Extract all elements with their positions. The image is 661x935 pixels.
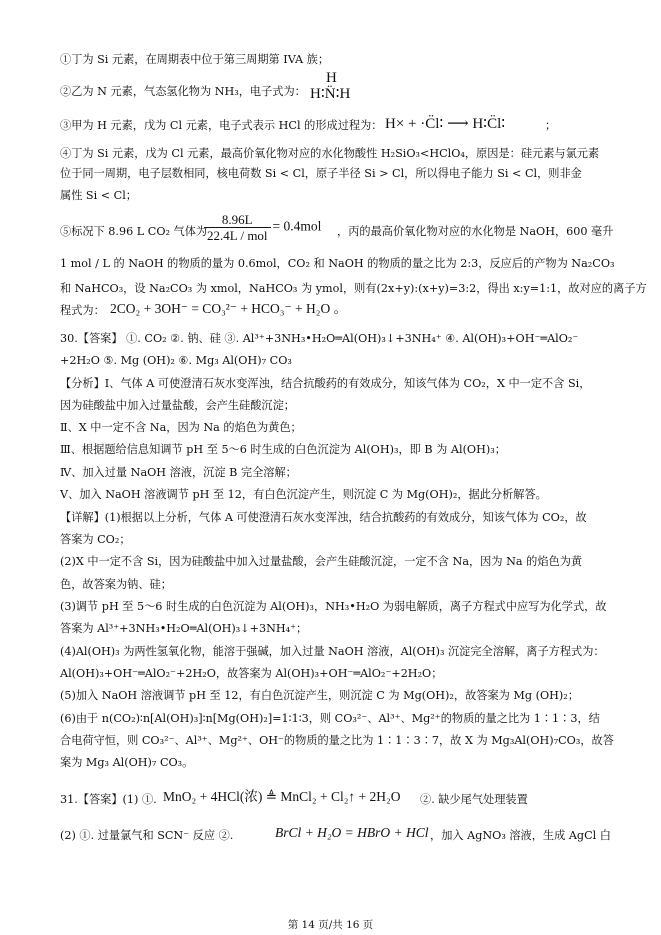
text-line: +2H₂O ⑤. Mg (OH)₂ ⑥. Mg₃ Al(OH)₇ CO₃ [60, 354, 292, 367]
text-line: 属性 Si < Cl； [60, 189, 137, 202]
text-line: 合电荷守恒，则 CO₃²⁻、Al³⁺、Mg²⁺、OH⁻的物质的量之比为 1∶1∶3∶7，故 X 为 Mg₃Al(OH)₇CO₃，故答 [60, 734, 614, 747]
text-line: ④丁为 Si 元素，戊为 Cl 元素，最高价氧化物对应的水化物酸性 H₂SiO₃<HClO₄，原因是：硅元素与氯元素 [60, 147, 600, 160]
ionic-equation: 2CO₂ + 3OH⁻ = CO₃²⁻ + HCO₃⁻ + H₂O 。 [110, 301, 348, 316]
page-footer: 第 14 页/共 16 页 [287, 919, 374, 931]
text-line: 色，故答案为钠、硅； [60, 578, 172, 591]
text-line: 31.【答案】(1) ①. [60, 793, 157, 806]
text-line: ②. 缺少尾气处理装置 [420, 793, 528, 806]
text-line: (6)由于 n(CO₂)∶n[Al(OH)₃]∶n[Mg(OH)₂]=1∶1∶3，则 CO₃²⁻、Al³⁺、Mg²⁺的物质的量之比为 1∶1∶3，结 [60, 712, 600, 725]
text-line: ①丁为 Si 元素，在周期表中位于第三周期第 IVA 族； [60, 53, 330, 66]
brcl-equation: BrCl + H₂O = HBrO + HCl [275, 825, 429, 840]
text-line: 1 mol / L 的 NaOH 的物质的量为 0.6mol，CO₂ 和 NaOH 的物质的量之比为 2:3，反应后的产物为 Na₂CO₃ [60, 257, 615, 270]
fraction-result: = 0.4mol [272, 218, 322, 234]
text-line: Ⅱ、X 中一定不含 Na，因为 Na 的焰色为黄色； [60, 421, 302, 434]
text-line: (4)Al(OH)₃ 为两性氢氧化物，能溶于强碱，加入过量 NaOH 溶液，Al(OH)₃ 沉淀完全溶解，离子方程式为： [60, 645, 605, 658]
fraction-denominator: 22.4L / mol [207, 228, 268, 243]
text-line: Al(OH)₃+OH⁻═AlO₂⁻+2H₂O，故答案为 Al(OH)₃+OH⁻═AlO₂⁻+2H₂O； [60, 667, 443, 680]
text-line: 案为 Mg₃ Al(OH)₇ CO₃。 [60, 756, 194, 769]
fraction-numerator: 8.96L [204, 212, 271, 228]
hcl-formation: H× + ·C̈l∶ ⟶ H∶C̈l∶ [385, 116, 506, 132]
text-line: ⑤标况下 8.96 L CO₂ 气体为 [60, 225, 208, 238]
text-line: ，丙的最高价氧化物对应的水化物是 NaOH，600 毫升 [337, 225, 614, 238]
text-line: (2) ①. 过量氯气和 SCN⁻ 反应 ②. [60, 829, 234, 842]
nh3-lewis-structure: H∶N̈∶H [310, 86, 351, 102]
mno2-equation: MnO₂ + 4HCl(浓) ≜ MnCl₂ + Cl₂↑ + 2H₂O [163, 789, 401, 804]
text-line: ，加入 AgNO₃ 溶液，生成 AgCl 白 [430, 829, 611, 842]
text-line: ③甲为 H 元素，戊为 Cl 元素，电子式表示 HCl 的形成过程为： [60, 119, 383, 132]
text-line: (5)加入 NaOH 溶液调节 pH 至 12，有白色沉淀产生，则沉淀 C 为 Mg(OH)₂，故答案为 Mg (OH)₂； [60, 689, 579, 702]
text-line: Ⅳ、加入过量 NaOH 溶液，沉淀 B 完全溶解； [60, 466, 297, 479]
text-line: 30.【答案】 ①. CO₂ ②. 钠、硅 ③. Al³⁺+3NH₃•H₂O═Al(OH)₃↓+3NH₄⁺ ④. Al(OH)₃+OH⁻═AlO₂⁻ [60, 332, 579, 345]
text-line: 答案为 CO₂； [60, 533, 131, 546]
text-line: 程式为： [60, 304, 105, 317]
text-line: 【分析】Ⅰ、气体 A 可使澄清石灰水变浑浊，结合抗酸药的有效成分，知该气体为 CO₂，X 中一定不含 Si， [60, 377, 591, 390]
fraction [204, 212, 271, 243]
text-line: Ⅲ、根据题给信息知调节 pH 至 5～6 时生成的白色沉淀为 Al(OH)₃，即 B 为 Al(OH)₃； [60, 443, 506, 456]
text-line: 位于同一周期，电子层数相同，核电荷数 Si < Cl，原子半径 Si > Cl，所以得电子能力 Si < Cl，则非金 [60, 167, 582, 180]
nh3-lewis-top: H [326, 70, 337, 86]
text-line: (2)X 中一定不含 Si，因为硅酸盐中加入过量盐酸，会产生硅酸沉淀，一定不含 Na，因为 Na 的焰色为黄 [60, 555, 583, 568]
text-line: ； [545, 119, 557, 132]
mole-fraction [202, 212, 321, 243]
text-line: 【详解】(1)根据以上分析，气体 A 可使澄清石灰水变浑浊，结合抗酸药的有效成分，知该气体为 CO₂，故 [60, 511, 587, 524]
text-line: 答案为 Al³⁺+3NH₃•H₂O═Al(OH)₃↓+3NH₄⁺； [60, 622, 308, 635]
text-line: ②乙为 N 元素，气态氢化物为 NH₃，电子式为： [60, 85, 306, 98]
text-line: Ⅴ、加入 NaOH 溶液调节 pH 至 12，有白色沉淀产生，则沉淀 C 为 Mg(OH)₂，据此分析解答。 [60, 488, 547, 501]
text-line: 因为硅酸盐中加入过量盐酸，会产生硅酸沉淀； [60, 399, 295, 412]
text-line: 和 NaHCO₃，设 Na₂CO₃ 为 xmol，NaHCO₃ 为 ymol，则有(2x+y):(x+y)=3:2，得出 x:y=1:1，故对应的离子方 [60, 282, 647, 295]
text-line: (3)调节 pH 至 5～6 时生成的白色沉淀为 Al(OH)₃，NH₃•H₂O 为弱电解质，离子方程式中应写为化学式，故 [60, 600, 607, 613]
